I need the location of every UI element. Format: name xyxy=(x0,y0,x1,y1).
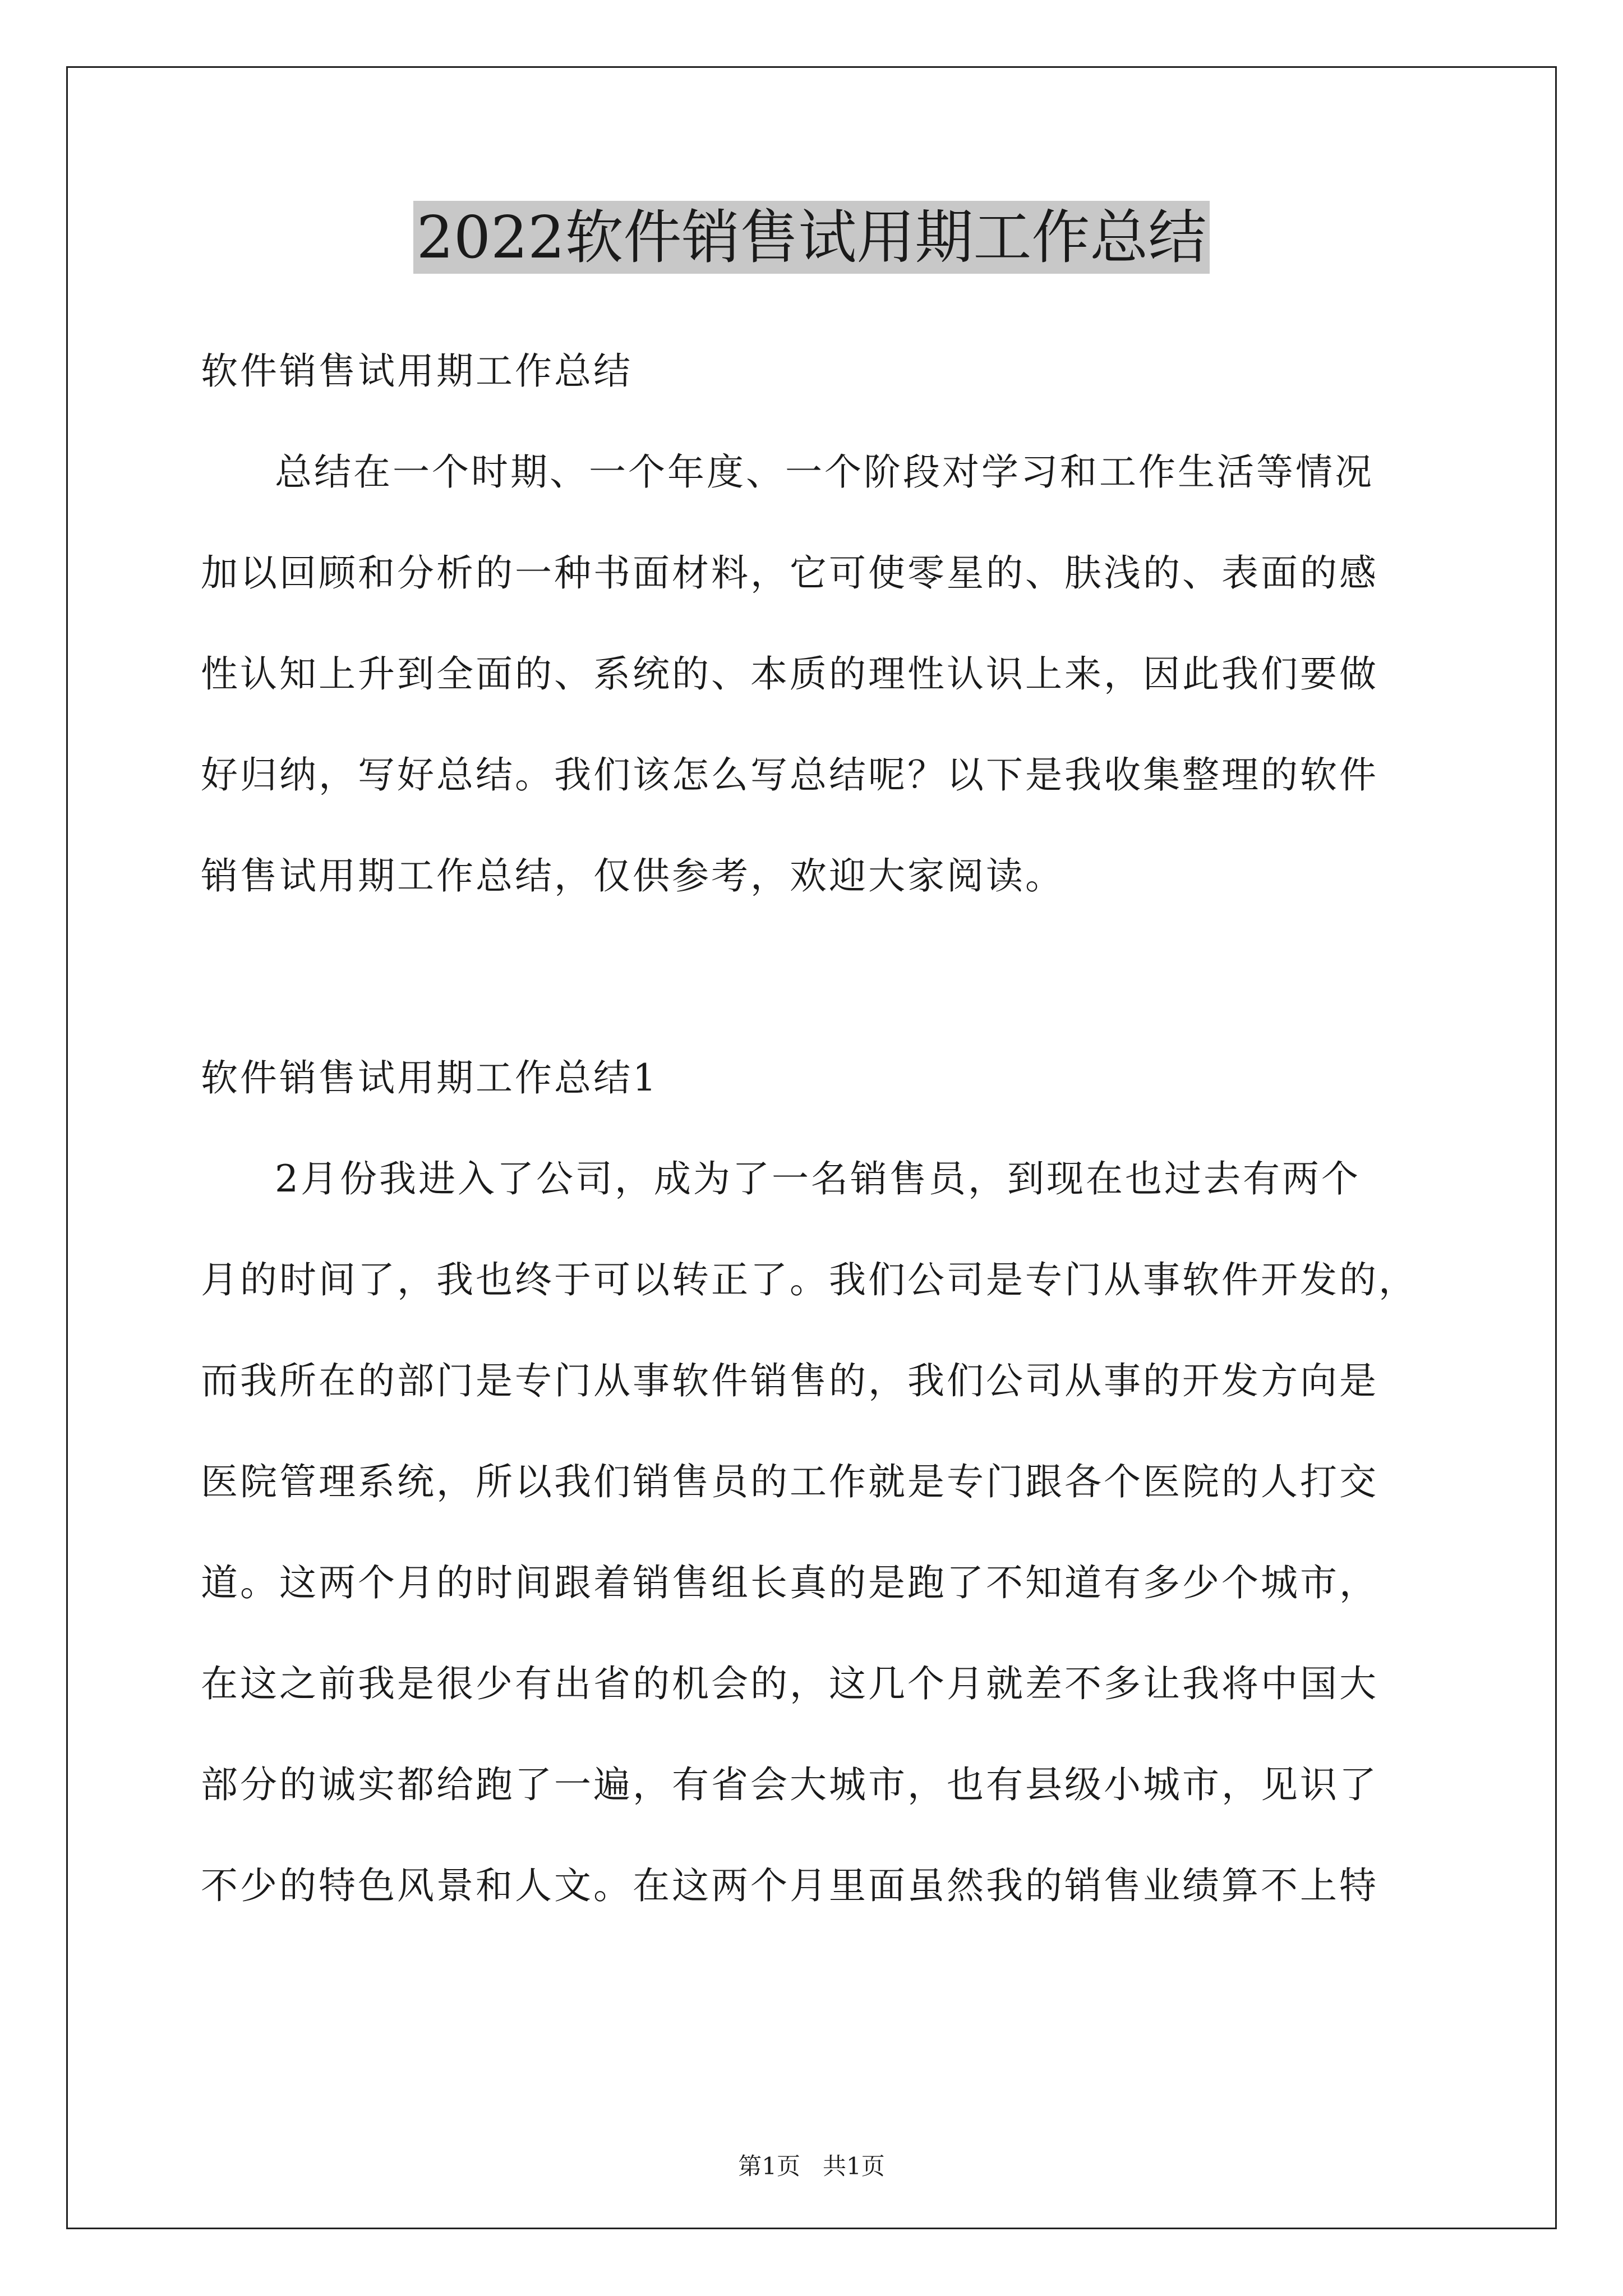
intro-line: 销售试用期工作总结，仅供参考，欢迎大家阅读。 xyxy=(201,854,1064,898)
document-title xyxy=(0,201,1623,274)
intro-line: 加以回顾和分析的一种书面材料，它可使零星的、肤浅的、表面的感 xyxy=(201,551,1378,595)
intro-line: 好归纳，写好总结。我们该怎么写总结呢？以下是我收集整理的软件 xyxy=(201,753,1378,797)
page-footer: 第1页 共1页 xyxy=(738,2152,885,2180)
section-line: 2月份我进入了公司，成为了一名销售员，到现在也过去有两个 xyxy=(275,1157,1361,1200)
document-subtitle: 软件销售试用期工作总结 xyxy=(201,349,633,393)
section-line: 在这之前我是很少有出省的机会的，这几个月就差不多让我将中国大 xyxy=(201,1662,1378,1705)
section-line: 而我所在的部门是专门从事软件销售的，我们公司从事的开发方向是 xyxy=(201,1359,1378,1402)
section-heading: 软件销售试用期工作总结1 xyxy=(201,1056,658,1099)
document-body xyxy=(201,321,1435,1936)
section-line: 月的时间了，我也终于可以转正了。我们公司是专门从事软件开发的， xyxy=(201,1258,1418,1301)
intro-line: 总结在一个时期、一个年度、一个阶段对学习和工作生活等情况 xyxy=(275,450,1374,494)
document-title-text: 2022软件销售试用期工作总结 xyxy=(413,201,1210,274)
section-line: 不少的特色风景和人文。在这两个月里面虽然我的销售业绩算不上特 xyxy=(201,1864,1378,1907)
section-line: 道。这两个月的时间跟着销售组长真的是跑了不知道有多少个城市， xyxy=(201,1561,1378,1604)
section-line: 医院管理系统，所以我们销售员的工作就是专门跟各个医院的人打交 xyxy=(201,1460,1378,1503)
intro-line: 性认知上升到全面的、系统的、本质的理性认识上来，因此我们要做 xyxy=(201,652,1378,696)
paragraph-gap xyxy=(201,927,1435,1028)
section-line: 部分的诚实都给跑了一遍，有省会大城市，也有县级小城市，见识了 xyxy=(201,1763,1378,1806)
